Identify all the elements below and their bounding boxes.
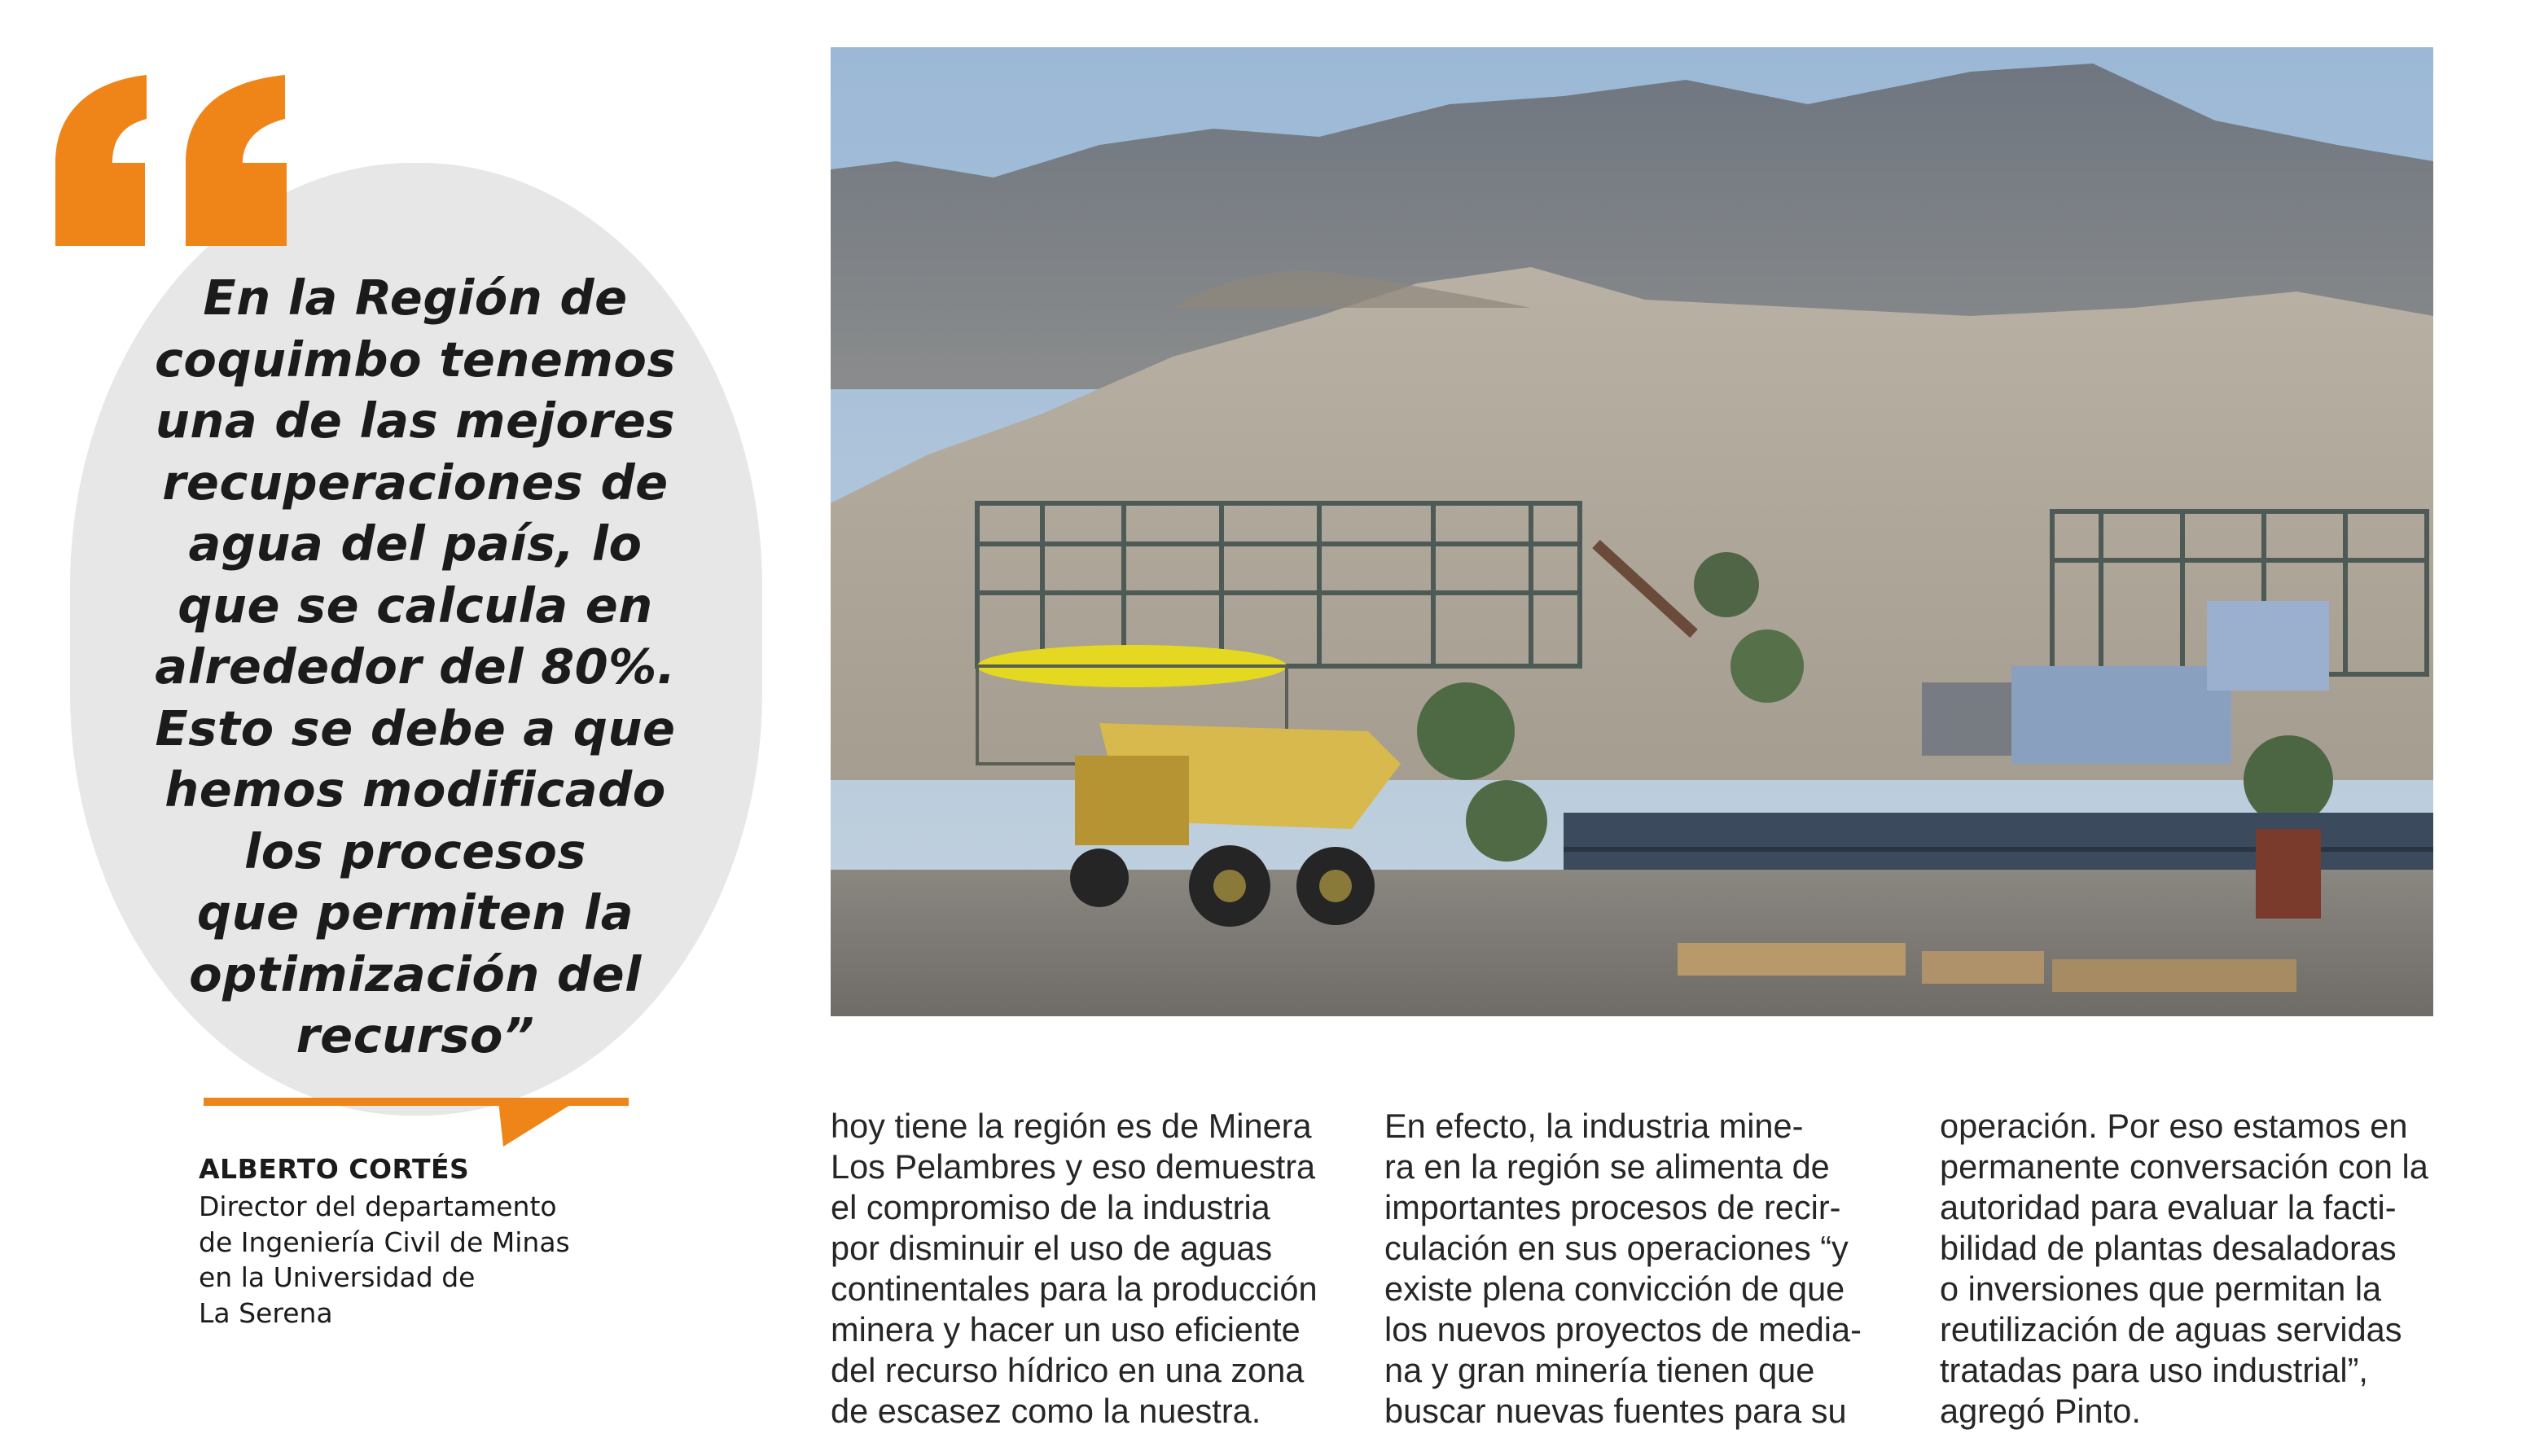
article-column-1: hoy tiene la región es de Minera Los Pelambres y eso demuestra el compromiso de la industria por disminuir el uso de aguas continentales para la producción minera y hacer un uso eficiente del recurso hídrico en una zona de escasez como la nuestra. [831,1107,1318,1430]
article-column-2: En efecto, la industria mine- ra en la región se alimenta de importantes procesos de recir- culación en sus operaciones “y existe plena convicción de que los nuevos proyectos de media- na y gran minería tienen que buscar nuevas fuentes para su [1384,1107,1862,1430]
article-column-3: operación. Por eso estamos en permanente conversación con la autoridad para evaluar la facti- bilidad de plantas desaladoras o inversiones que permitan la reutilización de aguas servidas tratadas para uso industrial”, agregó Pinto. [1940,1107,2428,1430]
speech-pointer [498,1101,588,1147]
author-name: ALBERTO CORTÉS [199,1153,470,1185]
author-title: Director del departamento de Ingeniería Civil de Minas en la Universidad de La Serena [199,1191,570,1329]
open-quote-icon [49,73,293,246]
mining-plant-photo [831,47,2433,1016]
pull-quote-text: En la Región de coquimbo tenemos una de las mejores recuperaciones de agua del país, lo que se calcula en alrededor del 80%. Esto se debe a que hemos modificado los procesos que permiten la optimización del recurso” [154,270,677,1063]
